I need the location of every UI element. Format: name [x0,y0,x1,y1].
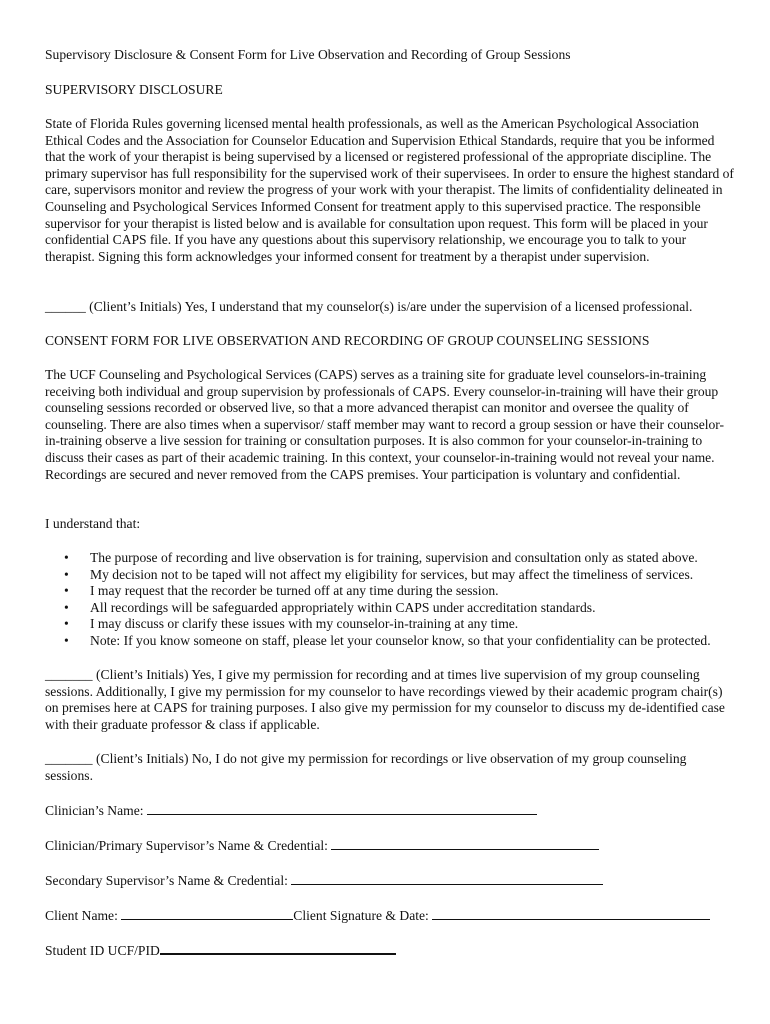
clinician-name-field [45,801,537,820]
clinician-name-line[interactable] [147,801,537,815]
bullet-dot: • [64,583,69,599]
consent-body: The UCF Counseling and Psychological Services (CAPS) serves as a training site for graduate level counselors-in-training receiving both individual and group supervision by professionals of CAPS. Every counselor-in-training will have their group counseling sessions recorded or observed live, so that a more advanced therapist can monitor and oversee the quality of counseling. There are also times when a supervisor/ staff member may want to record a group session or have their counselor-in-training observe a live session for training or consultation purposes. It is also common for your counselor-in-training to discuss their cases as part of their academic training. In this context, your counselor-in-training would not reveal your name. Recordings are secured and never removed from the CAPS premises. Your participation is voluntary and confidential. [45,367,724,482]
bullet-dot: • [64,550,69,565]
form-title: Supervisory Disclosure & Consent Form for Live Observation and Recording of Group Sessions [45,47,571,62]
bullet-item: • My decision not to be taped will not affect my eligibility for services, but may affect the timeliness of services. [64,566,694,582]
secondary-supervisor-field [45,871,603,890]
bullet-dot: • [64,599,69,615]
bullet-item: • I may discuss or clarify these issues with my counselor-in-training at any time. [64,616,519,632]
no-permission-statement: _______ (Client’s Initials) No, I do not give my permission for recordings or live observation of my group counseling sessions. [45,751,687,783]
bullet-item: • Note: If you know someone on staff, please let your counselor know, so that your confidentiality can be protected. [64,632,711,648]
student-id-field [45,940,396,960]
clinician-name-label: Clinician’s Name: [45,803,144,818]
student-id-label: Student ID UCF/PID [45,943,160,958]
disclosure-body: State of Florida Rules governing licensed mental health professionals, as well as the American Psychological Association Ethical Codes and the Association for Counselor Education and Supervision Ethical Standards, require that you be informed that the work of your therapist is being supervised by a licensed or registered professional of the appropriate discipline. The primary supervisor has full responsibility for the supervised work of their supervisees. In order to ensure the highest standard of care, supervisors monitor and review the progress of your work with your therapist. The limits of confidentiality delineated in Counseling and Psychological Services Informed Consent for treatment apply to this supervised practice. The responsible supervisor for your therapist is listed below and is available for consultation upon request. This form will be placed in your confidential CAPS file. If you have any questions about this supervisory relationship, we encourage you to talk to your therapist. Signing this form acknowledges your informed consent for treatment by a therapist under supervision. [45,116,734,264]
student-id-line[interactable] [160,940,396,955]
client-name-label: Client Name: [45,908,118,923]
client-name-field [45,906,710,925]
primary-supervisor-line[interactable] [331,836,599,850]
understand-bullet-list [64,550,744,650]
secondary-supervisor-line[interactable] [291,871,603,885]
understand-intro: I understand that: [45,516,141,531]
bullet-item: • All recordings will be safeguarded appropriately within CAPS under accreditation standards. [64,599,596,615]
secondary-supervisor-label: Secondary Supervisor’s Name & Credential: [45,873,288,888]
consent-heading: CONSENT FORM FOR LIVE OBSERVATION AND RECORDING OF GROUP COUNSELING SESSIONS [45,333,650,348]
bullet-dot: • [64,632,69,648]
bullet-item: • The purpose of recording and live observation is for training, supervision and consultation only as stated above. [64,550,698,565]
bullet-item: • I may request that the recorder be turned off at any time during the session. [64,583,499,599]
primary-supervisor-field [45,836,599,855]
yes-permission-statement: _______ (Client’s Initials) Yes, I give my permission for recording and at times live supervision of my group counseling sessions. Additionally, I give my permission for my counselor to have recordings viewed by their academic program chair(s) on premises here at CAPS for training purposes. I also give my permission for my counselor to discuss my de-identified case with their graduate professor & class if applicable. [45,667,725,732]
client-signature-label: Client Signature & Date: [293,908,429,923]
disclosure-heading: SUPERVISORY DISCLOSURE [45,82,223,97]
client-name-line[interactable] [121,906,293,920]
client-signature-line[interactable] [432,906,710,920]
bullet-dot: • [64,566,69,582]
bullet-dot: • [64,616,69,632]
primary-supervisor-label: Clinician/Primary Supervisor’s Name & Credential: [45,838,328,853]
disclosure-initials-statement: ______ (Client’s Initials) Yes, I understand that my counselor(s) is/are under the supervision of a licensed professional. [45,299,693,314]
